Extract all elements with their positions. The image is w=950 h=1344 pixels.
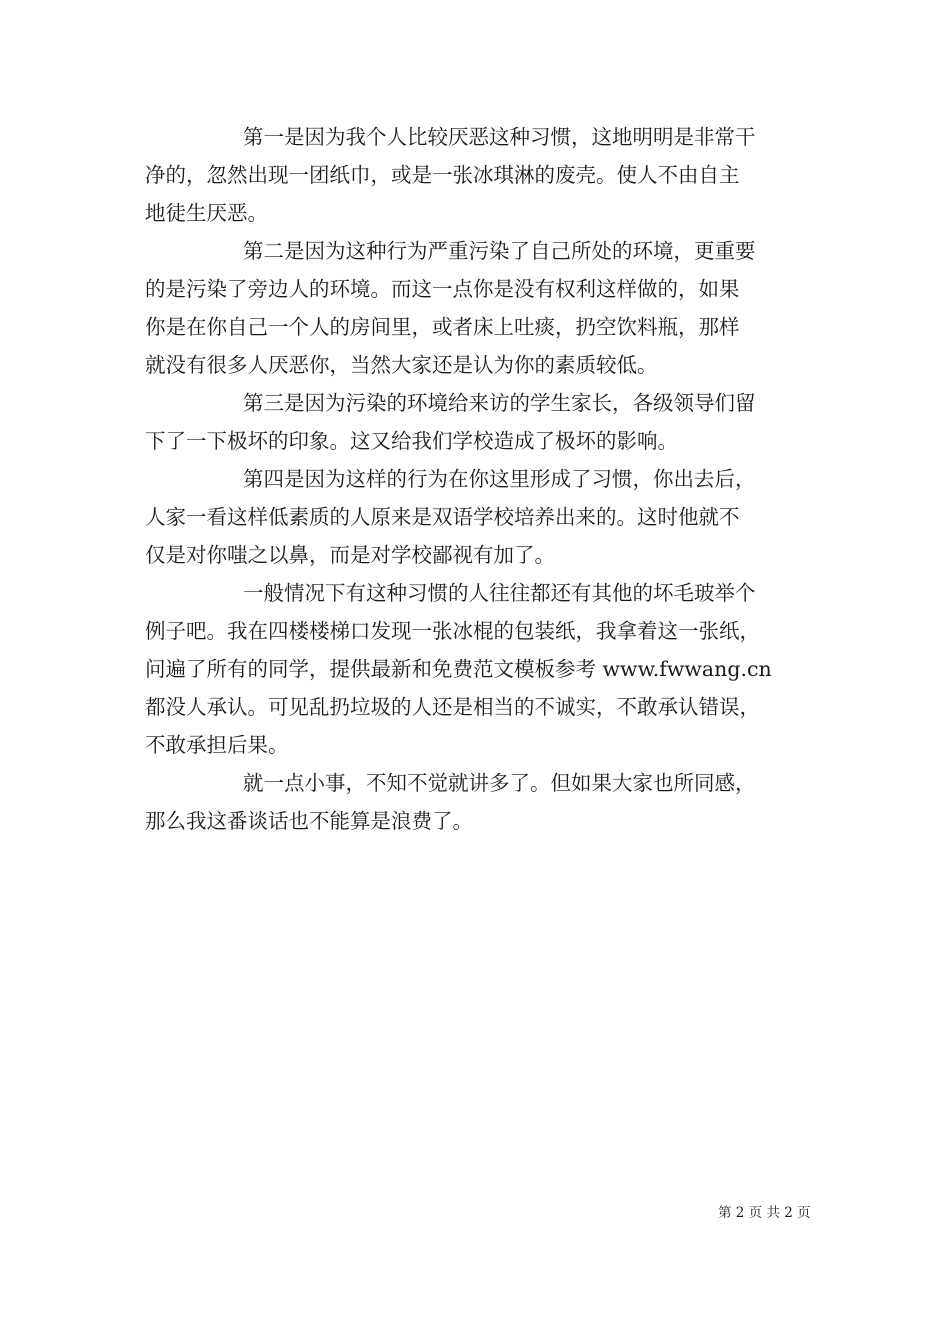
paragraph-line: 的是污染了旁边人的环境。而这一点你是没有权利这样做的，如果 [145,277,740,301]
paragraph-line: 就一点小事，不知不觉就讲多了。但如果大家也所同感， [243,771,756,795]
paragraph-line: 就没有很多人厌恶你，当然大家还是认为你的素质较低。 [145,353,658,377]
paragraph-line: 净的，忽然出现一团纸巾，或是一张冰琪淋的废壳。使人不由自主 [145,163,740,187]
paragraph-1 [145,118,810,232]
paragraph-line: 第三是因为污染的环境给来访的学生家长，各级领导们留 [243,391,756,415]
paragraph-line: 第四是因为这样的行为在你这里形成了习惯，你出去后， [243,467,756,491]
paragraph-line: 下了一下极坏的印象。这又给我们学校造成了极坏的影响。 [145,429,678,453]
paragraph-line: 一般情况下有这种习惯的人往往都还有其他的坏毛玻举个 [243,581,756,605]
paragraph-line: 例子吧。我在四楼楼梯口发现一张冰棍的包装纸，我拿着这一张纸， [145,619,760,643]
paragraph-line: 第二是因为这种行为严重污染了自己所处的环境，更重要 [243,239,756,263]
paragraph-line: 仅是对你嗤之以鼻，而是对学校鄙视有加了。 [145,543,555,567]
paragraph-3 [145,384,810,460]
paragraph-line: 地徒生厌恶。 [145,201,268,225]
paragraph-line: 第一是因为我个人比较厌恶这种习惯，这地明明是非常干 [243,125,756,149]
paragraph-line: 你是在你自己一个人的房间里，或者床上吐痰，扔空饮料瓶，那样 [145,315,740,339]
paragraph-line: 都没人承认。可见乱扔垃圾的人还是相当的不诚实，不敢承认错误， [145,695,760,719]
paragraph-line: 那么我这番谈话也不能算是浪费了。 [145,809,473,833]
paragraph-5 [145,574,810,764]
paragraph-4 [145,460,810,574]
paragraph-2 [145,232,810,384]
paragraph-line: 人家一看这样低素质的人原来是双语学校培养出来的。这时他就不 [145,505,740,529]
paragraph-line: 不敢承担后果。 [145,733,289,757]
page-number-footer: 第 2 页 共 2 页 [718,1205,811,1221]
paragraph-6 [145,764,810,840]
document-body [145,118,810,840]
paragraph-line: 问遍了所有的同学，提供最新和免费范文模板参考 www.fwwang.cn [145,657,772,681]
